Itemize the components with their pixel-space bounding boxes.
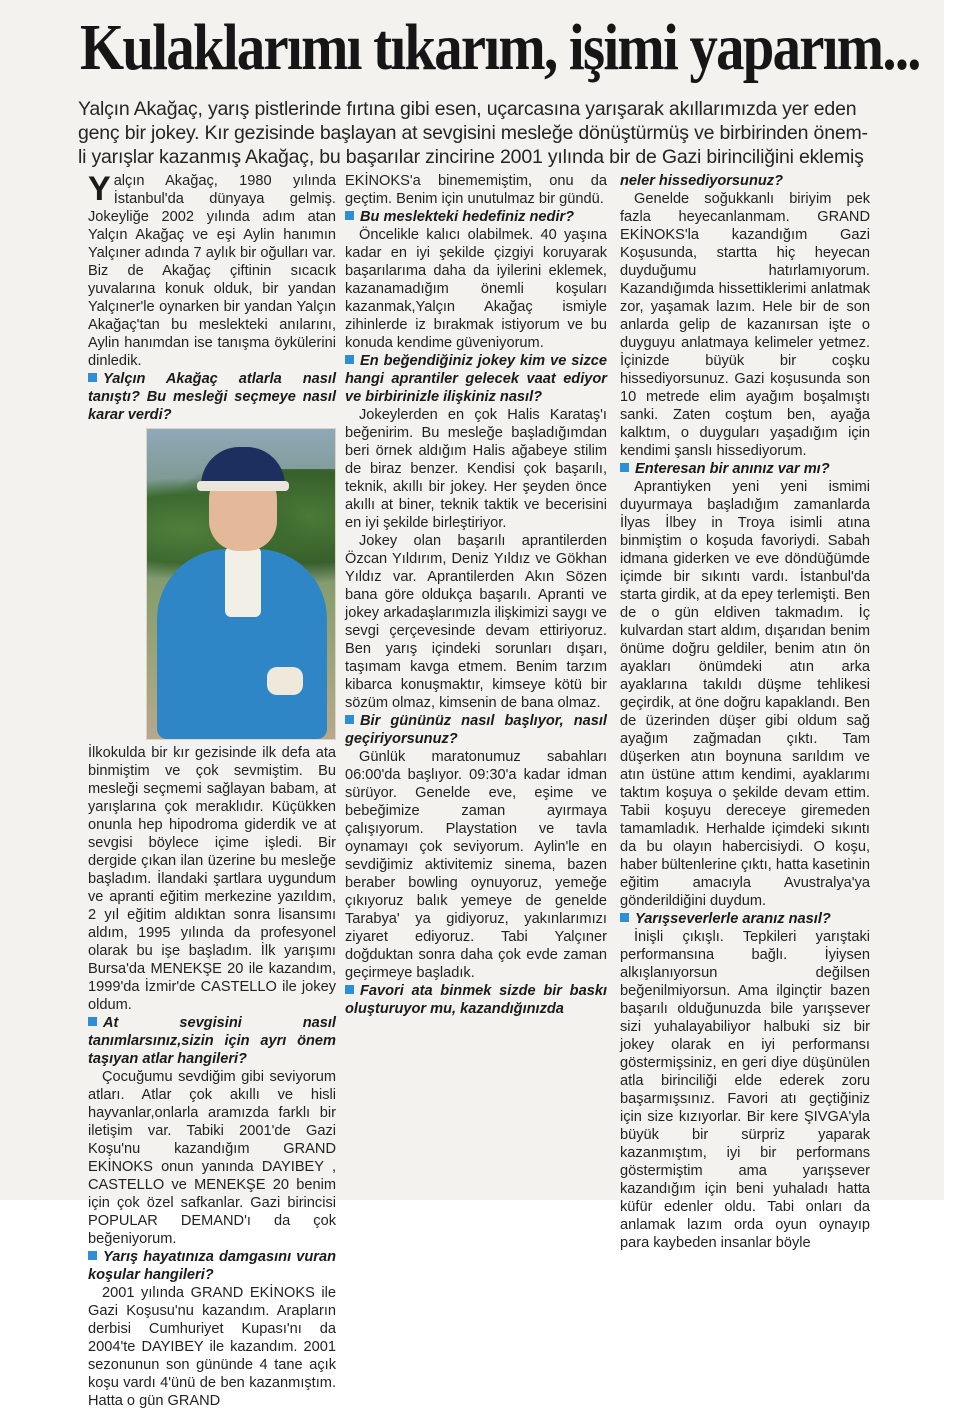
headline: Kulaklarımı tıkarım, işimi yaparım... xyxy=(80,11,920,84)
question: En beğendiğiniz jokey kim ve sizce hangi aprantiler gelecek vaat ediyor ve birbirinizle ilişkiniz nasıl? xyxy=(345,353,607,405)
answer-paragraph: 2001 yılında GRAND EKİNOKS ile Gazi Koşusu'nu kazandım. Arapların derbisi Cumhuriyet Kupası'nı da 2004'te DAYIBEY ile kazandım. 2001 sezonunun son gününde 4 tane açık koşu vardı 4'ünü de ben kazanmıştım. Hatta o gün GRAND xyxy=(88,1285,336,1409)
answer-paragraph: Günlük maratonumuz sabahları 06:00'da başlıyor. 09:30'a kadar idman sürüyor. Genelde eve, eşime ve bebeğimize zaman ayırmaya çalışıyorum. Playstation ve tavla oynamayı çok seviyorum. Aylin'le en sevdiğimiz aktivitemiz sinema, bazen beraber bowling oynuyoruz, yemeğe çıkıyoruz balık yemeye de genelde Tarabya' ya gidiyoruz, yakınlarımızı ziyaret ediyoruz. Tabi Yalçıner doğduktan sonra daha çok evde zaman geçirmeye başladık. xyxy=(345,749,607,981)
bullet-square-icon xyxy=(345,355,354,364)
column-1 xyxy=(88,172,336,1410)
answer-paragraph: Öncelikle kalıcı olabilmek. 40 yaşına kadar en iyi şekilde çizgiyi koruyarak başarılarıma daha da iyilerini eklemek, kazanamadığım önemli koşuları kazanmak,Yalçın Akağaç ismiyle zihinlerde iz bırakmak istiyorum ve bu konuda kendime güveniyorum. xyxy=(345,227,607,351)
column-2 xyxy=(345,172,607,1018)
bullet-square-icon xyxy=(88,1251,97,1260)
answer-paragraph: EKİNOKS'a binememiştim, onu da geçtim. Benim için unutulmaz bir gündü. xyxy=(345,173,607,207)
bullet-square-icon xyxy=(345,211,354,220)
question: Favori ata binmek sizde bir baskı oluşturuyor mu, kazandığınızda xyxy=(345,983,607,1017)
answer-paragraph: Jokey olan başarılı aprantilerden Özcan Yıldırım, Deniz Yıldız ve Gökhan Yıldız var. Aprantilerden Akın Sözen bana göre oldukça başarılı. Apranti ve jokey arkadaşlarımızla ilişkimizi saygı ve sevgi çerçevesinde devam ettiriyoruz. Ben yarış içindeki sorunları dışarı, taşımam kavga etmem. Benim tarzım kibarca konuşmaktır, kimseye kötü bir sözüm olmaz, kimsenin de bana olmaz. xyxy=(345,533,607,711)
answer-paragraph: İnişli çıkışlı. Tepkileri yarıştaki performansına bağlı. İyiysen alkışlanıyorsun değilsen beğenilmiyorsun. Ama ilginçtir bazen başarılı olduğunuzda bile yarışsever sizi yuhalayabiliyor halbuki siz bir jokey olarak en iyi performansı göstermişsiniz, en geri diye düşünülen atla birinciliği elde ederek zoru başarmışsınız. Favori atı geçtiğiniz için size kızıyorlar. Bir kere ŞIVGA'yla büyük bir sürpriz yaparak kazanmıştım, iyi bir performans göstermiştim ama yarışsever kazandığım için beni yuhaladı hatta küfür edenler oldu. Tabi onları da anlamak lazım orda oyun oynayıp para kaybeden insanlar böyle xyxy=(620,929,870,1251)
answer-paragraph: Jokeylerden en çok Halis Karataş'ı beğenirim. Bu mesleğe başladığımdan beri örnek aldığım Halis ağabeye stilim de biraz benzer. Kendisi çok başarılı, teknik, akıllı bir jokey. Her şeyden önce akıllı at biner, teknik taktik ve becerisini en iyi şekilde birleştiriyor. xyxy=(345,407,607,531)
question: neler hissediyorsunuz? xyxy=(620,173,784,189)
bullet-square-icon xyxy=(345,715,354,724)
lead-line: genç bir jokey. Kır gezisinde başlayan at sevgisini mesleğe dönüştürmüş ve birbirinden önem- xyxy=(78,122,868,144)
intro-text: alçın Akağaç, 1980 yılında İstanbul'da dünyaya gelmiş. Jokeyliğe 2002 yılında adım atan Yalçın Akağaç ve eşi Aylin hanımın Yalçıner adında 7 aylık bir oğulları var. Biz de Akağaç çiftinin sıcacık yuvalarına konuk olduk, bir yandan Yalçıner'le oynarken bir yandan Yalçın Akağaç'tan bu meslekteki anılarını, Aylin hanımdan ise tanışma öykülerini dinledik. xyxy=(88,173,336,369)
question: Yarışseverlerle aranız nasıl? xyxy=(620,910,870,928)
bullet-square-icon xyxy=(88,373,97,382)
column-3 xyxy=(620,172,870,1252)
intro-paragraph xyxy=(88,172,336,370)
bullet-square-icon xyxy=(620,463,629,472)
drop-cap: Y xyxy=(88,170,111,208)
lead-line: li yarışlar kazanmış Akağaç, bu başarılar zincirine 2001 yılında bir de Gazi birinciliğini eklemiş xyxy=(78,146,864,168)
question: Yarış hayatınıza damgasını vuran koşular hangileri? xyxy=(88,1249,336,1283)
question: Bu meslekteki hedefiniz nedir? xyxy=(345,208,607,226)
lead-paragraph xyxy=(78,97,873,169)
bullet-square-icon xyxy=(620,913,629,922)
lead-line: Yalçın Akağaç, yarış pistlerinde fırtına gibi esen, uçarcasına yarışarak akıllarımızda yer eden xyxy=(78,98,857,120)
jockey-photo xyxy=(146,428,336,740)
answer-paragraph: Çocuğumu sevdiğim gibi seviyorum atları. Atlar çok akıllı ve hisli hayvanlar,onlarla aramızda farklı bir iletişim var. Tabiki 2001'de Gazi Koşu'nu kazandığım GRAND EKİNOKS onun yanında DAYIBEY , CASTELLO ve MENEKŞE 20 benim için çok özel safkanlar. Gazi birincisi POPULAR DEMAND'ı da çok beğeniyorum. xyxy=(88,1069,336,1247)
question: At sevgisini nasıl tanımlarsınız,sizin için ayrı önem taşıyan atlar hangileri? xyxy=(88,1015,336,1067)
question: Bir gününüz nasıl başlıyor, nasıl geçiriyorsunuz? xyxy=(345,713,607,747)
answer-paragraph: Aprantiyken yeni yeni ismimi duyurmaya başladığım zamanlarda İlyas İlbey in Troya isimli atına binmiştim o koşuda favoriydi. Sabah idmana giderken ve eve döndüğümde içimde bir sıkıntı vardı. İstanbul'da starta girdik, at da epey terlemişti. Ben de o gün eldiven takmadım. İç kulvardan start aldım, dışarıdan benim önüme doğru geldiler, benim atın ön ayakları önümdeki atın arka ayaklarına takıldı düşme tehlikesi geçirdik, at öne doğru kapaklandı. Ben de üzerinden düşer gibi oldum sağ ayağım zağmadan çıktı. Tam düşerken atın boynuna sarıldım ve atın üstüne attım kendimi, ayaklarımı taktım koşuya o şekilde devam ettim. Tabii koşuyu dereceye giremeden tamamladık. Herhalde içimdeki sıkıntı da bu olayın habercisiydi. O koşu, haber bültenlerine çıktı, hatta kasetinin eğitim amacıyla Avustralya'ya gönderildiğini duydum. xyxy=(620,479,870,909)
page-margin xyxy=(944,0,968,1200)
question: Enteresan bir anınız var mı? xyxy=(620,460,870,478)
answer-paragraph: İlkokulda bir kır gezisinde ilk defa ata binmiştim ve çok sevmiştim. Bu mesleği seçmemi sağlayan babam, at yarışlarına çok meraklıdır. Küçükken onunla hep hipodroma giderdik ve at sevgisi böylece içime işledi. Bir dergide çıkan ilan üzerine bu mesleğe başladım. İlandaki şartlara uygundum ve apranti eğitim merkezine yazıldım, 2 yıl eğitim aldıktan sonra lisansımı aldım, 1995 yılında da profesyonel olarak bu işe başladım. İlk yarışımı Bursa'da MENEKŞE 20 ile kazandım, 1999'da İzmir'de CASTELLO ile jokey oldum. xyxy=(88,745,336,1013)
bullet-square-icon xyxy=(88,1017,97,1026)
question: Yalçın Akağaç atlarla nasıl tanıştı? Bu mesleği seçmeye nasıl karar verdi? xyxy=(88,371,336,423)
answer-paragraph: Genelde soğukkanlı biriyim pek fazla heyecanlanmam. GRAND EKİNOKS'la kazandığım Gazi Koşusunda, startta hiç heyecan duyduğumu hatırlamıyorum. Kazandığımda hissettiklerimi anlatmak zor, yaşamak lazım. Hele bir de son anlarda gelip de kazanırsan işte o duyguyu anlatmaya kelimeler yetmez. İçinizde büyük bir coşku hissediyorsunuz. Gazi koşusunda son 10 metrede elim ayağım boşalmıştı sanki. Zaten coştum ben, ayağa kalktım, o duyguları yaşadığım için kendimi şanslı hissediyorum. xyxy=(620,191,870,459)
bullet-square-icon xyxy=(345,985,354,994)
